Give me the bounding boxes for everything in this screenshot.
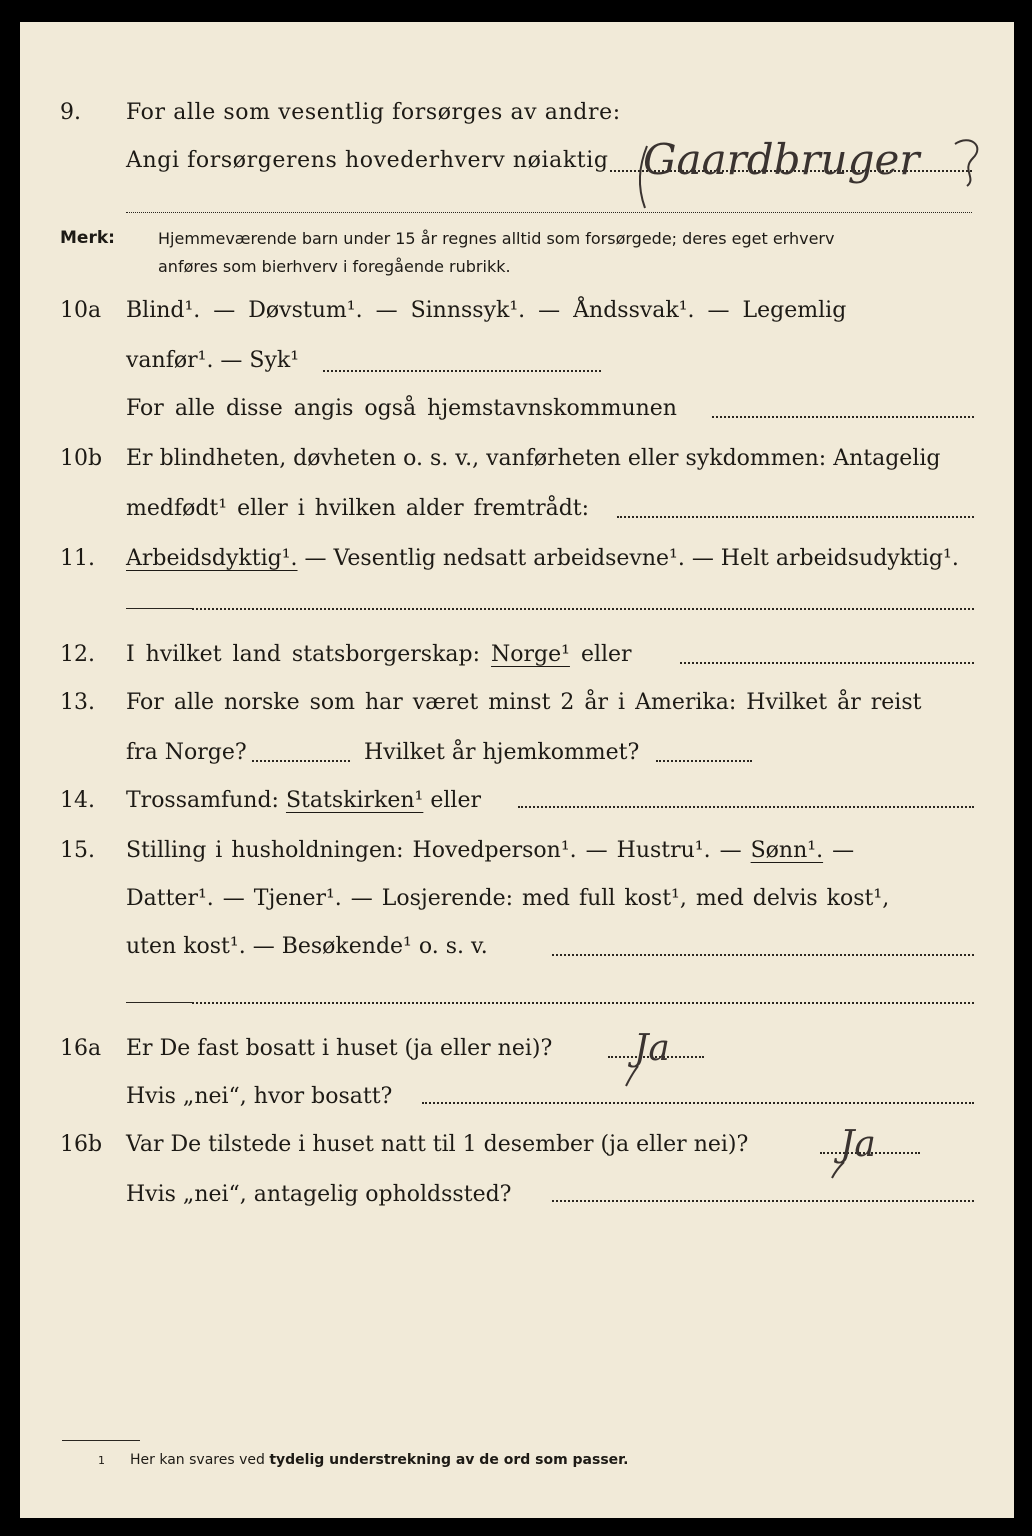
q14-answer-line[interactable] xyxy=(518,806,974,808)
q13-number: 13. xyxy=(60,690,95,715)
q10b-line1: Er blindheten, døvheten o. s. v., vanførheten eller sykdommen: Antagelig xyxy=(126,446,941,471)
q14-number: 14. xyxy=(60,788,95,813)
q9-line1: For alle som vesentlig forsørges av andre: xyxy=(126,100,621,125)
footnote-rule xyxy=(62,1440,140,1441)
q16a-line1: Er De fast bosatt i huset (ja eller nei)? xyxy=(126,1036,553,1061)
footnote-bold: tydelig understrekning av de ord som passer. xyxy=(269,1452,629,1468)
q13-line1: For alle norske som har været minst 2 år i Amerika: Hvilket år reist xyxy=(126,690,922,715)
q15-line3: uten kost¹. — Besøkende¹ o. s. v. xyxy=(126,934,488,959)
q9-extra-line xyxy=(126,212,972,213)
q16a-handwritten-answer xyxy=(620,1022,730,1096)
q15-extra-line[interactable] xyxy=(192,1002,974,1004)
q11-rest: — Vesentlig nedsatt arbeidsevne¹. — Helt arbeidsudyktig¹. xyxy=(297,546,959,571)
census-form-page xyxy=(20,22,1014,1518)
q14-underlined-answer: Statskirken¹ xyxy=(285,788,424,813)
svg-text:Ja: Ja xyxy=(840,1124,876,1165)
q15-short-rule xyxy=(126,1002,192,1003)
q11-number: 11. xyxy=(60,546,95,571)
q10a-line3: For alle disse angis også hjemstavnskommunen xyxy=(126,396,677,421)
q11-line xyxy=(126,546,959,571)
q16b-line2: Hvis „nei“, antagelig opholdssted? xyxy=(126,1182,512,1207)
q10b-line2: medfødt¹ eller i hvilken alder fremtrådt: xyxy=(126,496,590,521)
q13-hjemkommet-line[interactable] xyxy=(656,760,752,762)
q10b-answer-line[interactable] xyxy=(617,516,974,518)
q15-number: 15. xyxy=(60,838,95,863)
merk-line2: anføres som bierhverv i foregående rubrikk. xyxy=(158,257,511,276)
q10a-line1: Blind¹. — Døvstum¹. — Sinnssyk¹. — Åndssvak¹. — Legemlig xyxy=(126,298,847,323)
q16b-handwritten-answer xyxy=(830,1116,940,1190)
q12-line xyxy=(126,642,632,667)
q12-number: 12. xyxy=(60,642,95,667)
q15-line1-dash: — xyxy=(823,838,855,863)
q10a-line2: vanfør¹. — Syk¹ xyxy=(126,348,300,373)
q11-short-rule xyxy=(126,608,192,609)
q13-reist-line[interactable] xyxy=(252,760,350,762)
q14-eller: eller xyxy=(423,788,481,813)
q15-line1-text: Stilling i husholdningen: Hovedperson¹. — Hustru¹. — xyxy=(126,838,751,863)
q12-underlined-answer: Norge¹ xyxy=(491,642,570,667)
q11-extra-line[interactable] xyxy=(192,608,974,610)
q12-answer-line[interactable] xyxy=(680,662,974,664)
q9-number: 9. xyxy=(60,100,81,125)
q16b-line1: Var De tilstede i huset natt til 1 desember (ja eller nei)? xyxy=(126,1132,749,1157)
footnote-text xyxy=(130,1452,628,1468)
footnote-mark: 1 xyxy=(98,1454,105,1467)
q16b-number: 16b xyxy=(60,1132,103,1157)
q13-line2b: Hvilket år hjemkommet? xyxy=(364,740,640,765)
svg-text:Gaardbruger: Gaardbruger xyxy=(643,135,920,184)
q16b-opholdssted-line[interactable] xyxy=(552,1200,974,1202)
q12-eller: eller xyxy=(569,642,632,667)
q10a-syk-line[interactable] xyxy=(323,370,601,372)
q14-line xyxy=(126,788,481,813)
q10a-number: 10a xyxy=(60,298,102,323)
merk-label: Merk: xyxy=(60,228,115,248)
q14-question: Trossamfund: xyxy=(126,788,286,813)
q11-underlined-answer: Arbeidsdyktig¹. xyxy=(126,546,298,571)
q10b-number: 10b xyxy=(60,446,103,471)
q15-underlined-answer: Sønn¹. xyxy=(750,838,824,863)
q9-line2: Angi forsørgerens hovederhverv nøiaktig xyxy=(126,148,609,173)
q15-line2: Datter¹. — Tjener¹. — Losjerende: med full kost¹, med delvis kost¹, xyxy=(126,886,890,911)
q15-answer-line[interactable] xyxy=(552,954,974,956)
footnote-plain: Her kan svares ved xyxy=(130,1452,270,1468)
q16a-line2: Hvis „nei“, hvor bosatt? xyxy=(126,1084,393,1109)
svg-text:Ja: Ja xyxy=(634,1028,670,1069)
q15-line1 xyxy=(126,838,854,863)
q13-line2a: fra Norge? xyxy=(126,740,247,765)
q12-question: I hvilket land statsborgerskap: xyxy=(126,642,492,667)
merk-line1: Hjemmeværende barn under 15 år regnes alltid som forsørgede; deres eget erhverv xyxy=(158,229,835,248)
q10a-kommune-line[interactable] xyxy=(712,416,974,418)
q16a-bosatt-line[interactable] xyxy=(422,1102,974,1104)
q16a-number: 16a xyxy=(60,1036,102,1061)
q9-handwritten-answer xyxy=(625,126,995,220)
